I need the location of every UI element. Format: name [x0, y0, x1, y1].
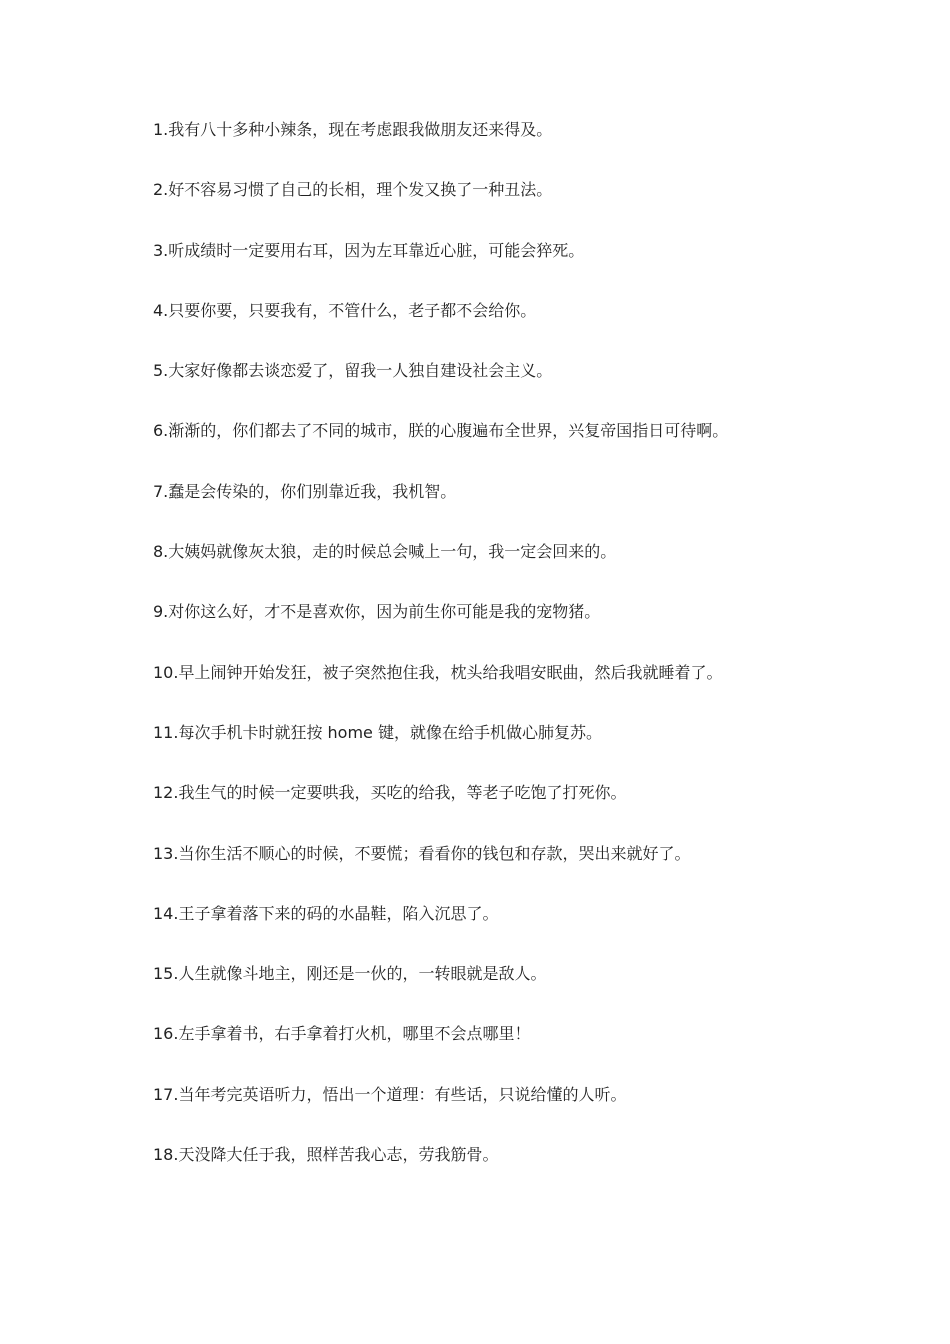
list-item: 6.渐渐的，你们都去了不同的城市，朕的心腹遍布全世界，兴复帝国指日可待啊。	[153, 421, 729, 441]
list-item: 11.每次手机卡时就狂按 home 键，就像在给手机做心肺复苏。	[153, 722, 602, 742]
list-item: 2.好不容易习惯了自己的长相，理个发又换了一种丑法。	[153, 180, 553, 200]
list-item: 17.当年考完英语听力，悟出一个道理：有些话，只说给懂的人听。	[153, 1084, 627, 1104]
list-item: 18.天没降大任于我，照样苦我心志，劳我筋骨。	[153, 1145, 499, 1165]
list-item: 8.大姨妈就像灰太狼，走的时候总会喊上一句，我一定会回来的。	[153, 542, 617, 562]
list-item: 14.王子拿着落下来的码的水晶鞋，陷入沉思了。	[153, 903, 499, 923]
list-item: 16.左手拿着书，右手拿着打火机，哪里不会点哪里！	[153, 1024, 531, 1044]
list-item: 12.我生气的时候一定要哄我，买吃的给我，等老子吃饱了打死你。	[153, 783, 627, 803]
list-item: 15.人生就像斗地主，刚还是一伙的，一转眼就是敌人。	[153, 964, 547, 984]
joke-list	[153, 117, 913, 1202]
list-item: 9.对你这么好，才不是喜欢你，因为前生你可能是我的宠物猪。	[153, 602, 601, 622]
list-item: 7.蠢是会传染的，你们别靠近我，我机智。	[153, 481, 457, 501]
list-item: 1.我有八十多种小辣条，现在考虑跟我做朋友还来得及。	[153, 120, 553, 139]
list-item: 13.当你生活不顺心的时候，不要慌；看看你的钱包和存款，哭出来就好了。	[153, 843, 691, 863]
list-item: 10.早上闹钟开始发狂，被子突然抱住我，枕头给我唱安眠曲，然后我就睡着了。	[153, 662, 723, 682]
list-item: 5.大家好像都去谈恋爱了，留我一人独自建设社会主义。	[153, 361, 553, 381]
list-item: 4.只要你要，只要我有，不管什么，老子都不会给你。	[153, 300, 537, 320]
list-item: 3.听成绩时一定要用右耳，因为左耳靠近心脏，可能会猝死。	[153, 240, 585, 260]
